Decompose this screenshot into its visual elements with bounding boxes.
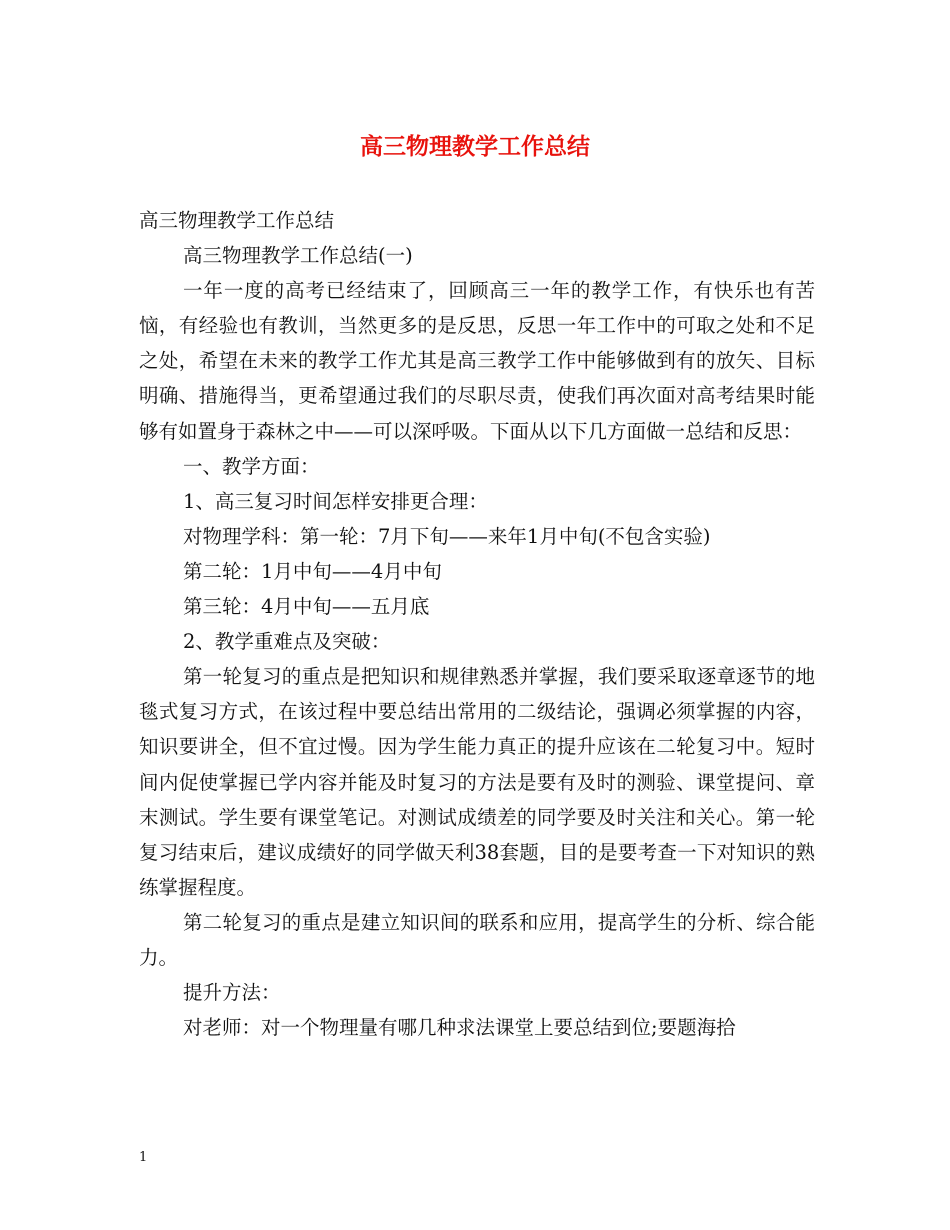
paragraph: 第二轮：1月中旬——4月中旬: [183, 559, 442, 583]
paragraph: 对老师：对一个物理量有哪几种求法课堂上要总结到位;要题海拾: [183, 1016, 736, 1040]
paragraph: 高三物理教学工作总结(一): [183, 244, 413, 268]
document-title: 高三物理教学工作总结: [360, 133, 590, 160]
page-number: 1: [139, 1150, 148, 1165]
paragraph: 一年一度的高考已经结束了，回顾高三一年的教学工作，有快乐也有苦恼，有经验也有教训，当然更多的是反思，反思一年工作中的可取之处和不足之处，希望在未来的教学工作尤其是高三教学工作中能够做到有的放矢、目标明确、措施得当，更希望通过我们的尽职尽责，使我们再次面对高考结果时能够有如置身于森林之中——可以深呼吸。下面从以下几方面做一总结和反思：: [139, 279, 815, 443]
paragraph: 1、高三复习时间怎样安排更合理：: [183, 489, 488, 513]
paragraph: 高三物理教学工作总结: [139, 209, 335, 232]
paragraph: 对物理学科：第一轮：7月下旬——来年1月中旬(不包含实验): [183, 524, 711, 548]
paragraph: 第二轮复习的重点是建立知识间的联系和应用，提高学生的分析、综合能力。: [139, 910, 815, 969]
paragraph: 第三轮：4月中旬——五月底: [183, 595, 430, 619]
paragraph: 第一轮复习的重点是把知识和规律熟悉并掌握，我们要采取逐章逐节的地毯式复习方式，在该过程中要总结出常用的二级结论，强调必须掌握的内容，知识要讲全，但不宜过慢。因为学生能力真正的提升应该在二轮复习中。短时间内促使掌握已学内容并能及时复习的方法是要有及时的测验、课堂提问、章末测试。学生要有课堂笔记。对测试成绩差的同学要及时关注和关心。第一轮复习结束后，建议成绩好的同学做天利38套题，目的是要考查一下对知识的熟练掌握程度。: [139, 665, 815, 899]
paragraph: 一、教学方面：: [183, 454, 320, 478]
paragraph: 2、教学重难点及突破：: [183, 630, 391, 654]
paragraph: 提升方法：: [183, 981, 281, 1005]
document-body: [139, 203, 815, 1045]
